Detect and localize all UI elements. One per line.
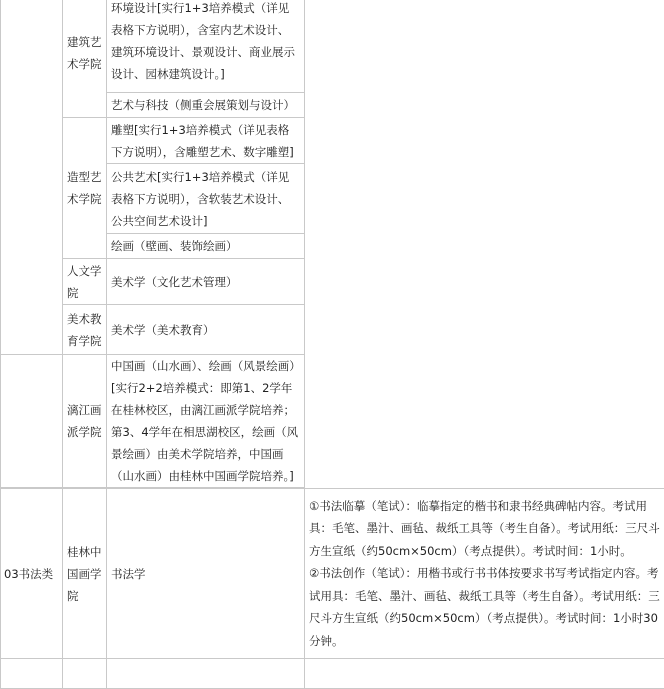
major-cell xyxy=(107,0,305,93)
major-text: 环境设计[实行1+3培养模式（详见表格下方说明），含室内艺术设计、建筑环境设计、景观设计、商业展示设计、园林建筑设计。] xyxy=(111,1,295,81)
college-cell-guilin xyxy=(63,489,107,659)
major-text: 美术学（美术教育） xyxy=(111,323,215,337)
category-cell-next xyxy=(1,659,63,689)
requirement-item: ②书法创作（笔试）：用楷书或行书书体按要求书写考试指定内容。考试用具：毛笔、墨汁、画毡、裁纸工具等（考生自备）。考试用纸：三尺斗方生宣纸（约50cm×50cm）（考点提供）。考试时间：1小时30分钟。 xyxy=(309,562,660,652)
college-cell-fine-arts xyxy=(63,118,107,259)
college-cell-lijiang xyxy=(63,355,107,488)
major-cell xyxy=(107,355,305,488)
category-cell-art xyxy=(1,0,63,355)
college-cell-art-education xyxy=(63,305,107,355)
major-cell xyxy=(107,489,305,659)
requirements-cell-next xyxy=(305,659,664,689)
major-cell xyxy=(107,259,305,305)
requirements-cell-art xyxy=(305,0,664,489)
category-name: 03书法类 xyxy=(4,567,53,581)
major-text: 艺术与科技（侧重会展策划与设计） xyxy=(111,98,295,112)
college-name: 造型艺术学院 xyxy=(67,170,102,206)
major-cell xyxy=(107,305,305,355)
major-text: 雕塑[实行1+3培养模式（详见表格下方说明），含雕塑艺术、数字雕塑] xyxy=(111,123,294,159)
college-name: 建筑艺术学院 xyxy=(67,35,102,71)
college-name: 桂林中国画学院 xyxy=(67,545,102,603)
major-text: 绘画（壁画、装饰绘画） xyxy=(111,239,238,253)
major-cell xyxy=(107,164,305,234)
major-cell xyxy=(107,118,305,164)
requirements-cell-calligraphy xyxy=(305,489,664,659)
major-cell xyxy=(107,234,305,259)
major-cell-next xyxy=(107,659,305,689)
category-cell-calligraphy xyxy=(1,489,63,659)
category-cell-art-cont xyxy=(1,355,63,488)
major-text: 中国画（山水画）、绘画（风景绘画）[实行2+2培养模式：即第1、2学年在桂林校区，由漓江画派学院培养；第3、4学年在相思湖校区，绘画（风景绘画）由美术学院培养，中国画（山水画）由桂林中国画学院培养。] xyxy=(111,359,298,483)
college-name: 漓江画派学院 xyxy=(67,403,102,439)
college-name: 美术教育学院 xyxy=(67,312,102,348)
major-text: 公共艺术[实行1+3培养模式（详见表格下方说明），含软装艺术设计、公共空间艺术设计] xyxy=(111,170,289,228)
college-cell-architecture xyxy=(63,0,107,118)
college-cell-humanities xyxy=(63,259,107,305)
major-text: 书法学 xyxy=(111,567,146,581)
major-text: 美术学（文化艺术管理） xyxy=(111,275,238,289)
requirement-item: ①书法临摹（笔试）：临摹指定的楷书和隶书经典碑帖内容。考试用具：毛笔、墨汁、画毡、裁纸工具等（考生自备）。考试用纸：三尺斗方生宣纸（约50cm×50cm）（考点提供）。考试时间：1小时。 xyxy=(309,495,660,563)
major-cell xyxy=(107,93,305,118)
college-cell-next xyxy=(63,659,107,689)
partial-requirement-text xyxy=(309,0,660,4)
college-name: 人文学院 xyxy=(67,264,102,300)
